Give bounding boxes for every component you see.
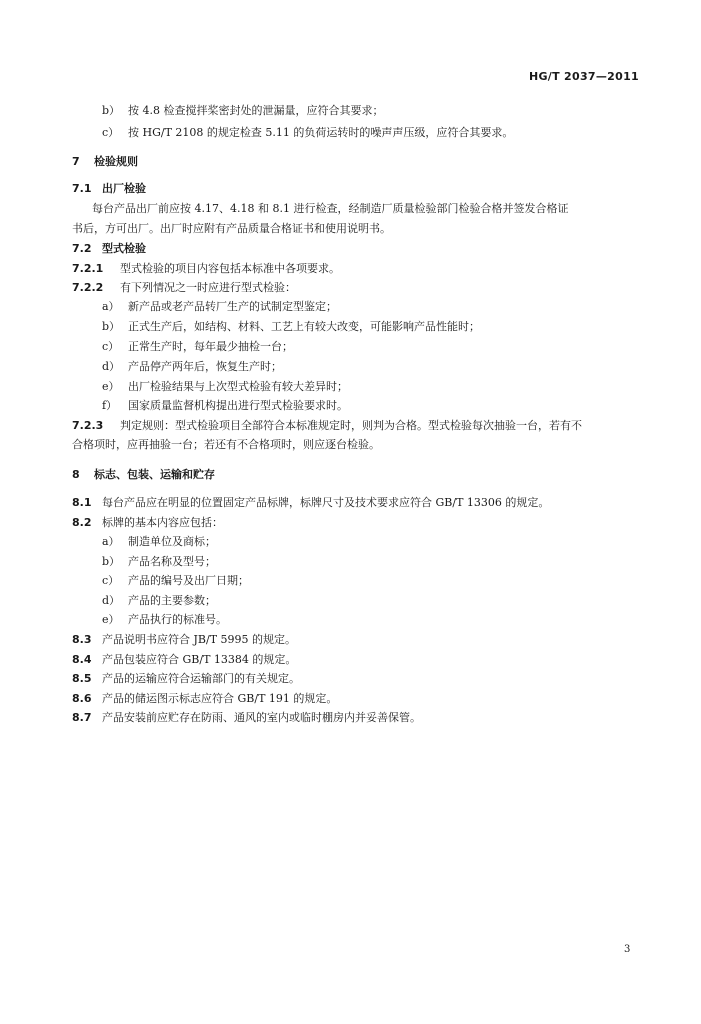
item-text: 产品的编号及出厂日期；	[128, 574, 249, 587]
paragraph-text: 书后，方可出厂。出厂时应附有产品质量合格证书和使用说明书。	[72, 222, 391, 235]
item-text: 出厂检验结果与上次型式检验有较大差异时；	[128, 380, 348, 393]
item-text: 按 4.8 检查搅拌桨密封处的泄漏量，应符合其要求；	[128, 104, 384, 117]
item-label: a）	[102, 535, 120, 548]
section-title: 标志、包装、运输和贮存	[94, 468, 215, 481]
item-text: 制造单位及商标；	[128, 535, 216, 548]
item-label: f）	[102, 399, 118, 412]
item-label: e）	[102, 380, 120, 393]
item-label: a）	[102, 300, 120, 313]
section-number: 8	[72, 468, 80, 481]
clause-number: 8.5	[72, 672, 92, 685]
clause-text: 产品包装应符合 GB/T 13384 的规定。	[102, 653, 297, 666]
item-label: b）	[102, 320, 121, 333]
clause-text: 产品安装前应贮存在防雨、通风的室内或临时棚房内并妥善保管。	[102, 711, 421, 724]
item-label: c）	[102, 340, 120, 353]
clause-text: 有下列情况之一时应进行型式检验：	[120, 281, 296, 294]
paragraph-text: 每台产品出厂前应按 4.17、4.18 和 8.1 进行检查，经制造厂质量检验部门检验合格并签发合格证	[92, 202, 569, 215]
clause-text: 合格项时，应再抽验一台；若还有不合格项时，则应逐台检验。	[72, 438, 380, 451]
clause-number: 7.2.3	[72, 419, 104, 432]
clause-text: 标牌的基本内容应包括：	[102, 516, 223, 529]
item-text: 国家质量监督机构提出进行型式检验要求时。	[128, 399, 348, 412]
clause-number: 8.6	[72, 692, 92, 705]
clause-number: 8.7	[72, 711, 92, 724]
clause-number: 8.2	[72, 516, 92, 529]
clause-number: 7.2.2	[72, 281, 104, 294]
standard-code-header: HG/T 2037—2011	[528, 70, 639, 83]
clause-text: 产品的储运图示标志应符合 GB/T 191 的规定。	[102, 692, 338, 705]
item-text: 产品执行的标准号。	[128, 613, 227, 626]
clause-text: 产品的运输应符合运输部门的有关规定。	[102, 672, 300, 685]
item-label: b）	[102, 555, 121, 568]
clause-text: 产品说明书应符合 JB/T 5995 的规定。	[102, 633, 297, 646]
clause-text: 每台产品应在明显的位置固定产品标牌，标牌尺寸及技术要求应符合 GB/T 13306 的规定。	[102, 496, 550, 509]
subsection-title: 型式检验	[102, 242, 146, 255]
section-number: 7	[72, 155, 80, 168]
page-number: 3	[624, 944, 631, 955]
clause-text: 判定规则：型式检验项目全部符合本标准规定时，则判为合格。型式检验每次抽验一台，若有不	[120, 419, 582, 432]
section-number: 7.1	[72, 182, 92, 195]
clause-text: 型式检验的项目内容包括本标准中各项要求。	[120, 262, 340, 275]
item-text: 产品停产两年后，恢复生产时；	[128, 360, 282, 373]
item-text: 产品的主要参数；	[128, 594, 216, 607]
item-text: 正式生产后，如结构、材料、工艺上有较大改变，可能影响产品性能时；	[128, 320, 480, 333]
item-label: c）	[102, 574, 120, 587]
clause-number: 7.2.1	[72, 262, 104, 275]
item-label: e）	[102, 613, 120, 626]
subsection-title: 出厂检验	[102, 182, 146, 195]
item-text: 新产品或老产品转厂生产的试制定型鉴定；	[128, 300, 337, 313]
item-text: 按 HG/T 2108 的规定检查 5.11 的负荷运转时的噪声声压级，应符合其要求。	[128, 126, 514, 139]
item-label: d）	[102, 360, 121, 373]
item-text: 正常生产时，每年最少抽检一台；	[128, 340, 293, 353]
item-label: b）	[102, 104, 121, 117]
section-number: 7.2	[72, 242, 92, 255]
clause-number: 8.1	[72, 496, 92, 509]
section-title: 检验规则	[94, 155, 138, 168]
item-label: d）	[102, 594, 121, 607]
clause-number: 8.4	[72, 653, 92, 666]
clause-number: 8.3	[72, 633, 92, 646]
item-label: c）	[102, 126, 120, 139]
item-text: 产品名称及型号；	[128, 555, 216, 568]
